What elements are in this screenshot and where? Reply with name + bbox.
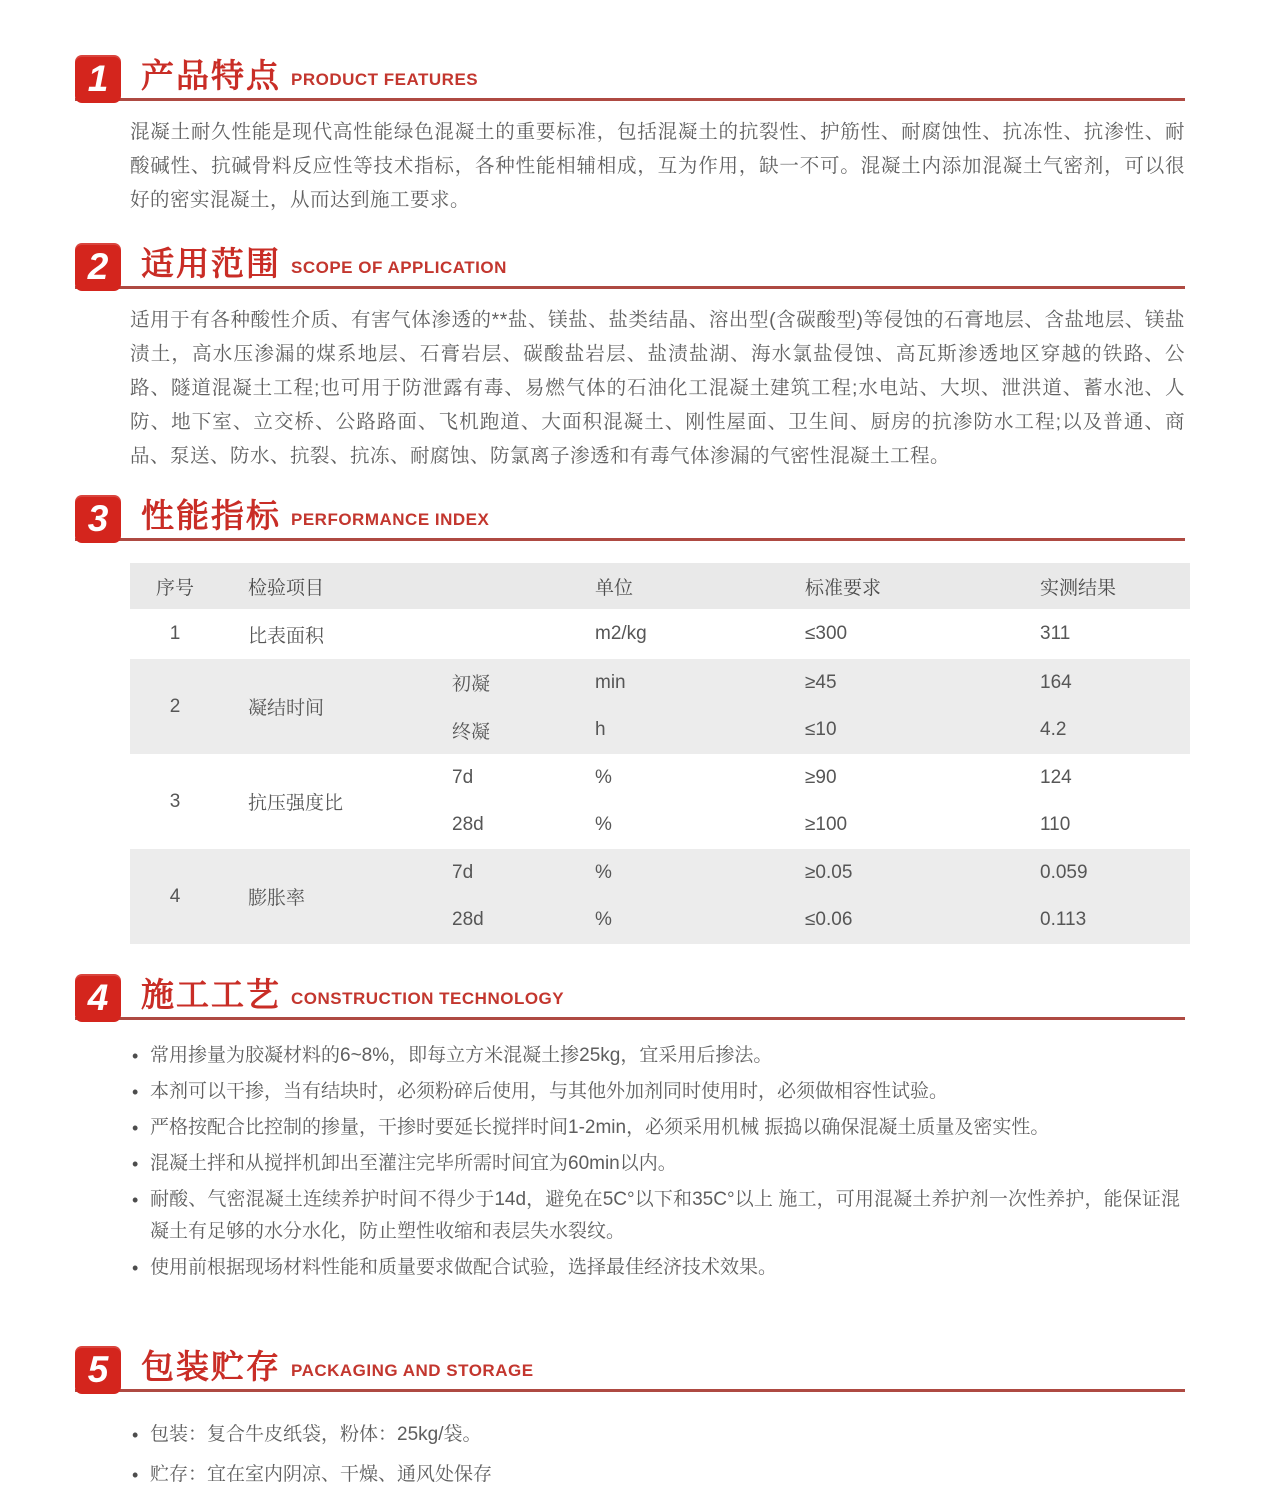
cell-item: 比表面积	[248, 625, 325, 647]
section-5-subtitle: PACKAGING AND STORAGE	[291, 1361, 534, 1380]
header-standard: 标准要求	[805, 577, 882, 599]
cell-standard: ≤300	[805, 623, 848, 644]
table-row-expansion-rate	[130, 849, 1190, 944]
cell-unit: %	[595, 766, 612, 788]
subrow-7d	[450, 849, 1190, 897]
header-unit: 单位	[595, 577, 634, 599]
list-item: • 使用前根据现场材料性能和质量要求做配合试验，选择最佳经济技术效果。	[130, 1252, 1180, 1284]
section-2-header	[75, 243, 1185, 289]
cell-standard: ≥0.05	[805, 861, 853, 883]
list-item: • 混凝土拌和从搅拌机卸出至灌注完毕所需时间宜为60min以内。	[130, 1148, 1180, 1180]
cell-sub: 7d	[452, 766, 474, 788]
cell-result: 0.059	[1040, 861, 1088, 883]
section-2-number-badge: 2	[75, 243, 121, 291]
cell-item: 凝结时间	[248, 698, 325, 719]
performance-index-table	[130, 563, 1190, 944]
product-features-paragraph: 混凝土耐久性能是现代高性能绿色混凝土的重要标准，包括混凝土的抗裂性、护筋性、耐腐蚀性、抗冻性、抗渗性、耐酸碱性、抗碱骨料反应性等技术指标，各种性能相辅相成，互为作用，缺一不可。混凝土内添加混凝土气密剂，可以很好的密实混凝土，从而达到施工要求。	[130, 121, 1185, 211]
section-1-title: 产品特点	[141, 56, 281, 94]
cell-result: 110	[1040, 814, 1071, 836]
cell-result: 164	[1040, 671, 1072, 693]
cell-no: 4	[169, 885, 181, 907]
section-4-number-badge: 4	[75, 974, 121, 1022]
section-2-title: 适用范围	[141, 244, 281, 282]
scope-of-application-paragraph: 适用于有各种酸性介质、有害气体渗透的**盐、镁盐、盐类结晶、溶出型(含碳酸型)等侵蚀的石膏地层、含盐地层、镁盐渍土，高水压渗漏的煤系地层、石膏岩层、碳酸盐岩层、盐渍盐湖、海水氯盐侵蚀、高瓦斯渗透地区穿越的铁路、公路、隧道混凝土工程;也可用于防泄露有毒、易燃气体的石油化工混凝土建筑工程;水电站、大坝、泄洪道、蓄水池、人防、地下室、立交桥、公路路面、飞机跑道、大面积混凝土、刚性屋面、卫生间、厨房的抗渗防水工程;以及普通、商品、泵送、防水、抗裂、抗冻、耐腐蚀、防氯离子渗透和有毒气体渗漏的气密性混凝土工程。	[130, 309, 1185, 467]
cell-unit: min	[595, 671, 626, 693]
cell-standard: ≤0.06	[805, 909, 853, 931]
section-1-number-badge: 1	[75, 55, 121, 103]
section-5-header	[75, 1346, 1185, 1392]
cell-sub: 终凝	[452, 721, 491, 743]
cell-no: 1	[169, 623, 181, 644]
section-2-subtitle: SCOPE OF APPLICATION	[291, 258, 507, 277]
cell-unit: m2/kg	[595, 623, 647, 644]
cell-unit: %	[595, 814, 612, 836]
section-4-header	[75, 974, 1185, 1020]
list-item: • 严格按配合比控制的掺量，干掺时要延长搅拌时间1-2min，必须采用机械 振捣以确保混凝土质量及密实性。	[130, 1112, 1180, 1144]
section-4-subtitle: CONSTRUCTION TECHNOLOGY	[291, 989, 565, 1008]
section-4-title: 施工工艺	[141, 975, 281, 1013]
header-item: 检验项目	[248, 577, 325, 599]
subrow-initial-set	[450, 659, 1190, 707]
table-header-row	[130, 563, 1190, 609]
section-5-title: 包装贮存	[141, 1347, 281, 1385]
section-3-title: 性能指标	[141, 496, 281, 534]
cell-unit: %	[595, 861, 612, 883]
list-item: • 本剂可以干掺，当有结块时，必须粉碎后使用，与其他外加剂同时使用时，必须做相容性试验。	[130, 1076, 1180, 1108]
cell-sub: 28d	[452, 909, 484, 931]
table-row-compressive-strength-ratio	[130, 754, 1190, 849]
cell-sub: 7d	[452, 861, 474, 883]
cell-no: 2	[169, 695, 181, 717]
cell-standard: ≥45	[805, 671, 837, 693]
cell-unit: %	[595, 909, 612, 931]
cell-result: 0.113	[1040, 909, 1087, 931]
section-1-subtitle: PRODUCT FEATURES	[291, 70, 479, 89]
section-3-subtitle: PERFORMANCE INDEX	[291, 510, 490, 529]
cell-standard: ≥100	[805, 814, 848, 836]
packaging-storage-list	[130, 1418, 1180, 1492]
section-1-header	[75, 55, 1185, 101]
subrow-28d	[450, 802, 1190, 850]
cell-item: 抗压强度比	[248, 793, 344, 814]
header-result: 实测结果	[1040, 577, 1117, 599]
list-item: • 耐酸、气密混凝土连续养护时间不得少于14d，避免在5C°以下和35C°以上 施工，可用混凝土养护剂一次性养护，能保证混凝土有足够的水分水化，防止塑性收缩和表层失水裂纹。	[130, 1184, 1180, 1248]
header-no: 序号	[155, 577, 194, 599]
table-row-specific-surface	[130, 609, 1190, 659]
cell-result: 4.2	[1040, 719, 1067, 741]
cell-result: 124	[1040, 766, 1072, 788]
cell-sub: 28d	[452, 814, 484, 836]
table-row-setting-time	[130, 659, 1190, 754]
cell-sub: 初凝	[452, 674, 491, 696]
section-3-number-badge: 3	[75, 495, 121, 543]
construction-technology-list	[130, 1040, 1180, 1284]
subrow-final-set	[450, 707, 1190, 755]
subrow-28d	[450, 897, 1190, 945]
cell-standard: ≤10	[805, 719, 837, 741]
cell-standard: ≥90	[805, 766, 837, 788]
section-5-number-badge: 5	[75, 1346, 121, 1394]
cell-unit: h	[595, 719, 606, 741]
subrow-7d	[450, 754, 1190, 802]
cell-result: 311	[1040, 623, 1071, 644]
list-item: • 常用掺量为胶凝材料的6~8%，即每立方米混凝土掺25kg，宜采用后掺法。	[130, 1040, 1180, 1072]
section-3-header	[75, 495, 1185, 541]
cell-item: 膨胀率	[248, 888, 306, 909]
cell-no: 3	[169, 790, 181, 812]
list-item: • 包装：复合牛皮纸袋，粉体：25kg/袋。	[130, 1418, 1180, 1452]
list-item: • 贮存：宜在室内阴凉、干燥、通风处保存	[130, 1458, 1180, 1492]
